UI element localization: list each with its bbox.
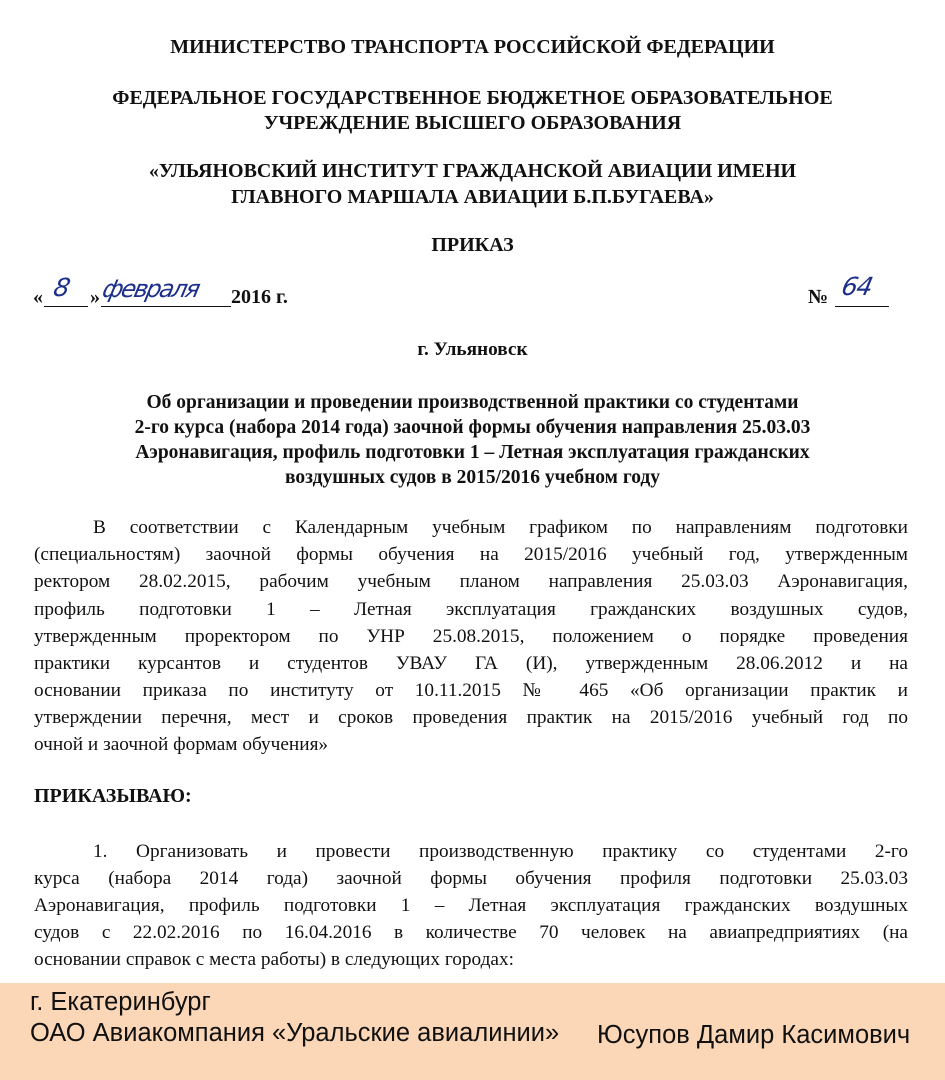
highlight-band — [0, 983, 945, 1080]
date-day-handwritten: 8 — [50, 273, 72, 302]
date-close-quote: » — [90, 286, 100, 308]
preamble-line: основании приказа по институту от 10.11.2015 № 465 «Об организации практик и — [34, 680, 908, 701]
title-line: воздушных судов в 2015/2016 учебном году — [284, 467, 661, 488]
date-month-handwritten: февраля — [100, 275, 202, 303]
highlight-company: ОАО Авиакомпания «Уральские авиалинии» — [30, 1019, 560, 1047]
city: г. Ульяновск — [417, 339, 528, 360]
order-number-label: № — [808, 286, 829, 308]
month-underline — [101, 306, 231, 307]
item-line: 1. Организовать и провести производственную практику со студентами 2-го — [93, 841, 908, 862]
institution-heading-line2: УЧРЕЖДЕНИЕ ВЫСШЕГО ОБРАЗОВАНИЯ — [263, 112, 682, 134]
day-underline — [44, 306, 88, 307]
title-line: Об организации и проведении производственной практики со студентами — [146, 392, 799, 413]
title-line: 2-го курса (набора 2014 года) заочной формы обучения направления 25.03.03 — [134, 417, 811, 438]
item-line: основании справок с места работы) в следующих городах: — [34, 949, 514, 970]
preamble-line: очной и заочной формам обучения» — [34, 734, 329, 755]
preamble-line: практики курсантов и студентов УВАУ ГА (И), утвержденным 28.06.2012 и на — [34, 653, 908, 674]
order-number-handwritten: 64 — [838, 272, 875, 301]
date-year: 2016 г. — [231, 286, 288, 308]
item-line: судов с 22.02.2016 по 16.04.2016 в количестве 70 человек на авиапредприятиях (на — [34, 922, 908, 943]
highlight-person: Юсупов Дамир Касимович — [597, 1021, 911, 1049]
item-line: курса (набора 2014 года) заочной формы обучения профиля подготовки 25.03.03 — [34, 868, 908, 889]
preamble-line: В соответствии с Календарным учебным графиком по направлениям подготовки — [93, 517, 908, 538]
document-type: ПРИКАЗ — [431, 234, 514, 256]
institute-name-line2: ГЛАВНОГО МАРШАЛА АВИАЦИИ Б.П.БУГАЕВА» — [231, 186, 714, 208]
ministry-heading: МИНИСТЕРСТВО ТРАНСПОРТА РОССИЙСКОЙ ФЕДЕРАЦИИ — [170, 36, 775, 58]
title-line: Аэронавигация, профиль подготовки 1 – Летная эксплуатация гражданских — [135, 442, 810, 463]
date-open-quote: « — [33, 286, 43, 308]
institution-heading-line1: ФЕДЕРАЛЬНОЕ ГОСУДАРСТВЕННОЕ БЮДЖЕТНОЕ ОБРАЗОВАТЕЛЬНОЕ — [112, 87, 833, 109]
preamble-line: ректором 28.02.2015, рабочим учебным планом направления 25.03.03 Аэронавигация, — [34, 571, 908, 592]
preamble-line: утверждении перечня, мест и сроков проведения практик на 2015/2016 учебный год по — [34, 707, 908, 728]
item-line: Аэронавигация, профиль подготовки 1 – Летная эксплуатация гражданских воздушных — [34, 895, 908, 916]
preamble-line: (специальностям) заочной формы обучения на 2015/2016 учебный год, утвержденным — [34, 544, 908, 565]
preamble-line: профиль подготовки 1 – Летная эксплуатация гражданских воздушных судов, — [34, 599, 908, 620]
institute-name-line1: «УЛЬЯНОВСКИЙ ИНСТИТУТ ГРАЖДАНСКОЙ АВИАЦИИ ИМЕНИ — [148, 160, 797, 182]
highlight-city: г. Екатеринбург — [30, 988, 211, 1016]
preamble-line: утвержденным проректором по УНР 25.08.2015, положением о порядке проведения — [34, 626, 908, 647]
order-word: ПРИКАЗЫВАЮ: — [34, 785, 192, 807]
number-underline — [835, 306, 889, 307]
